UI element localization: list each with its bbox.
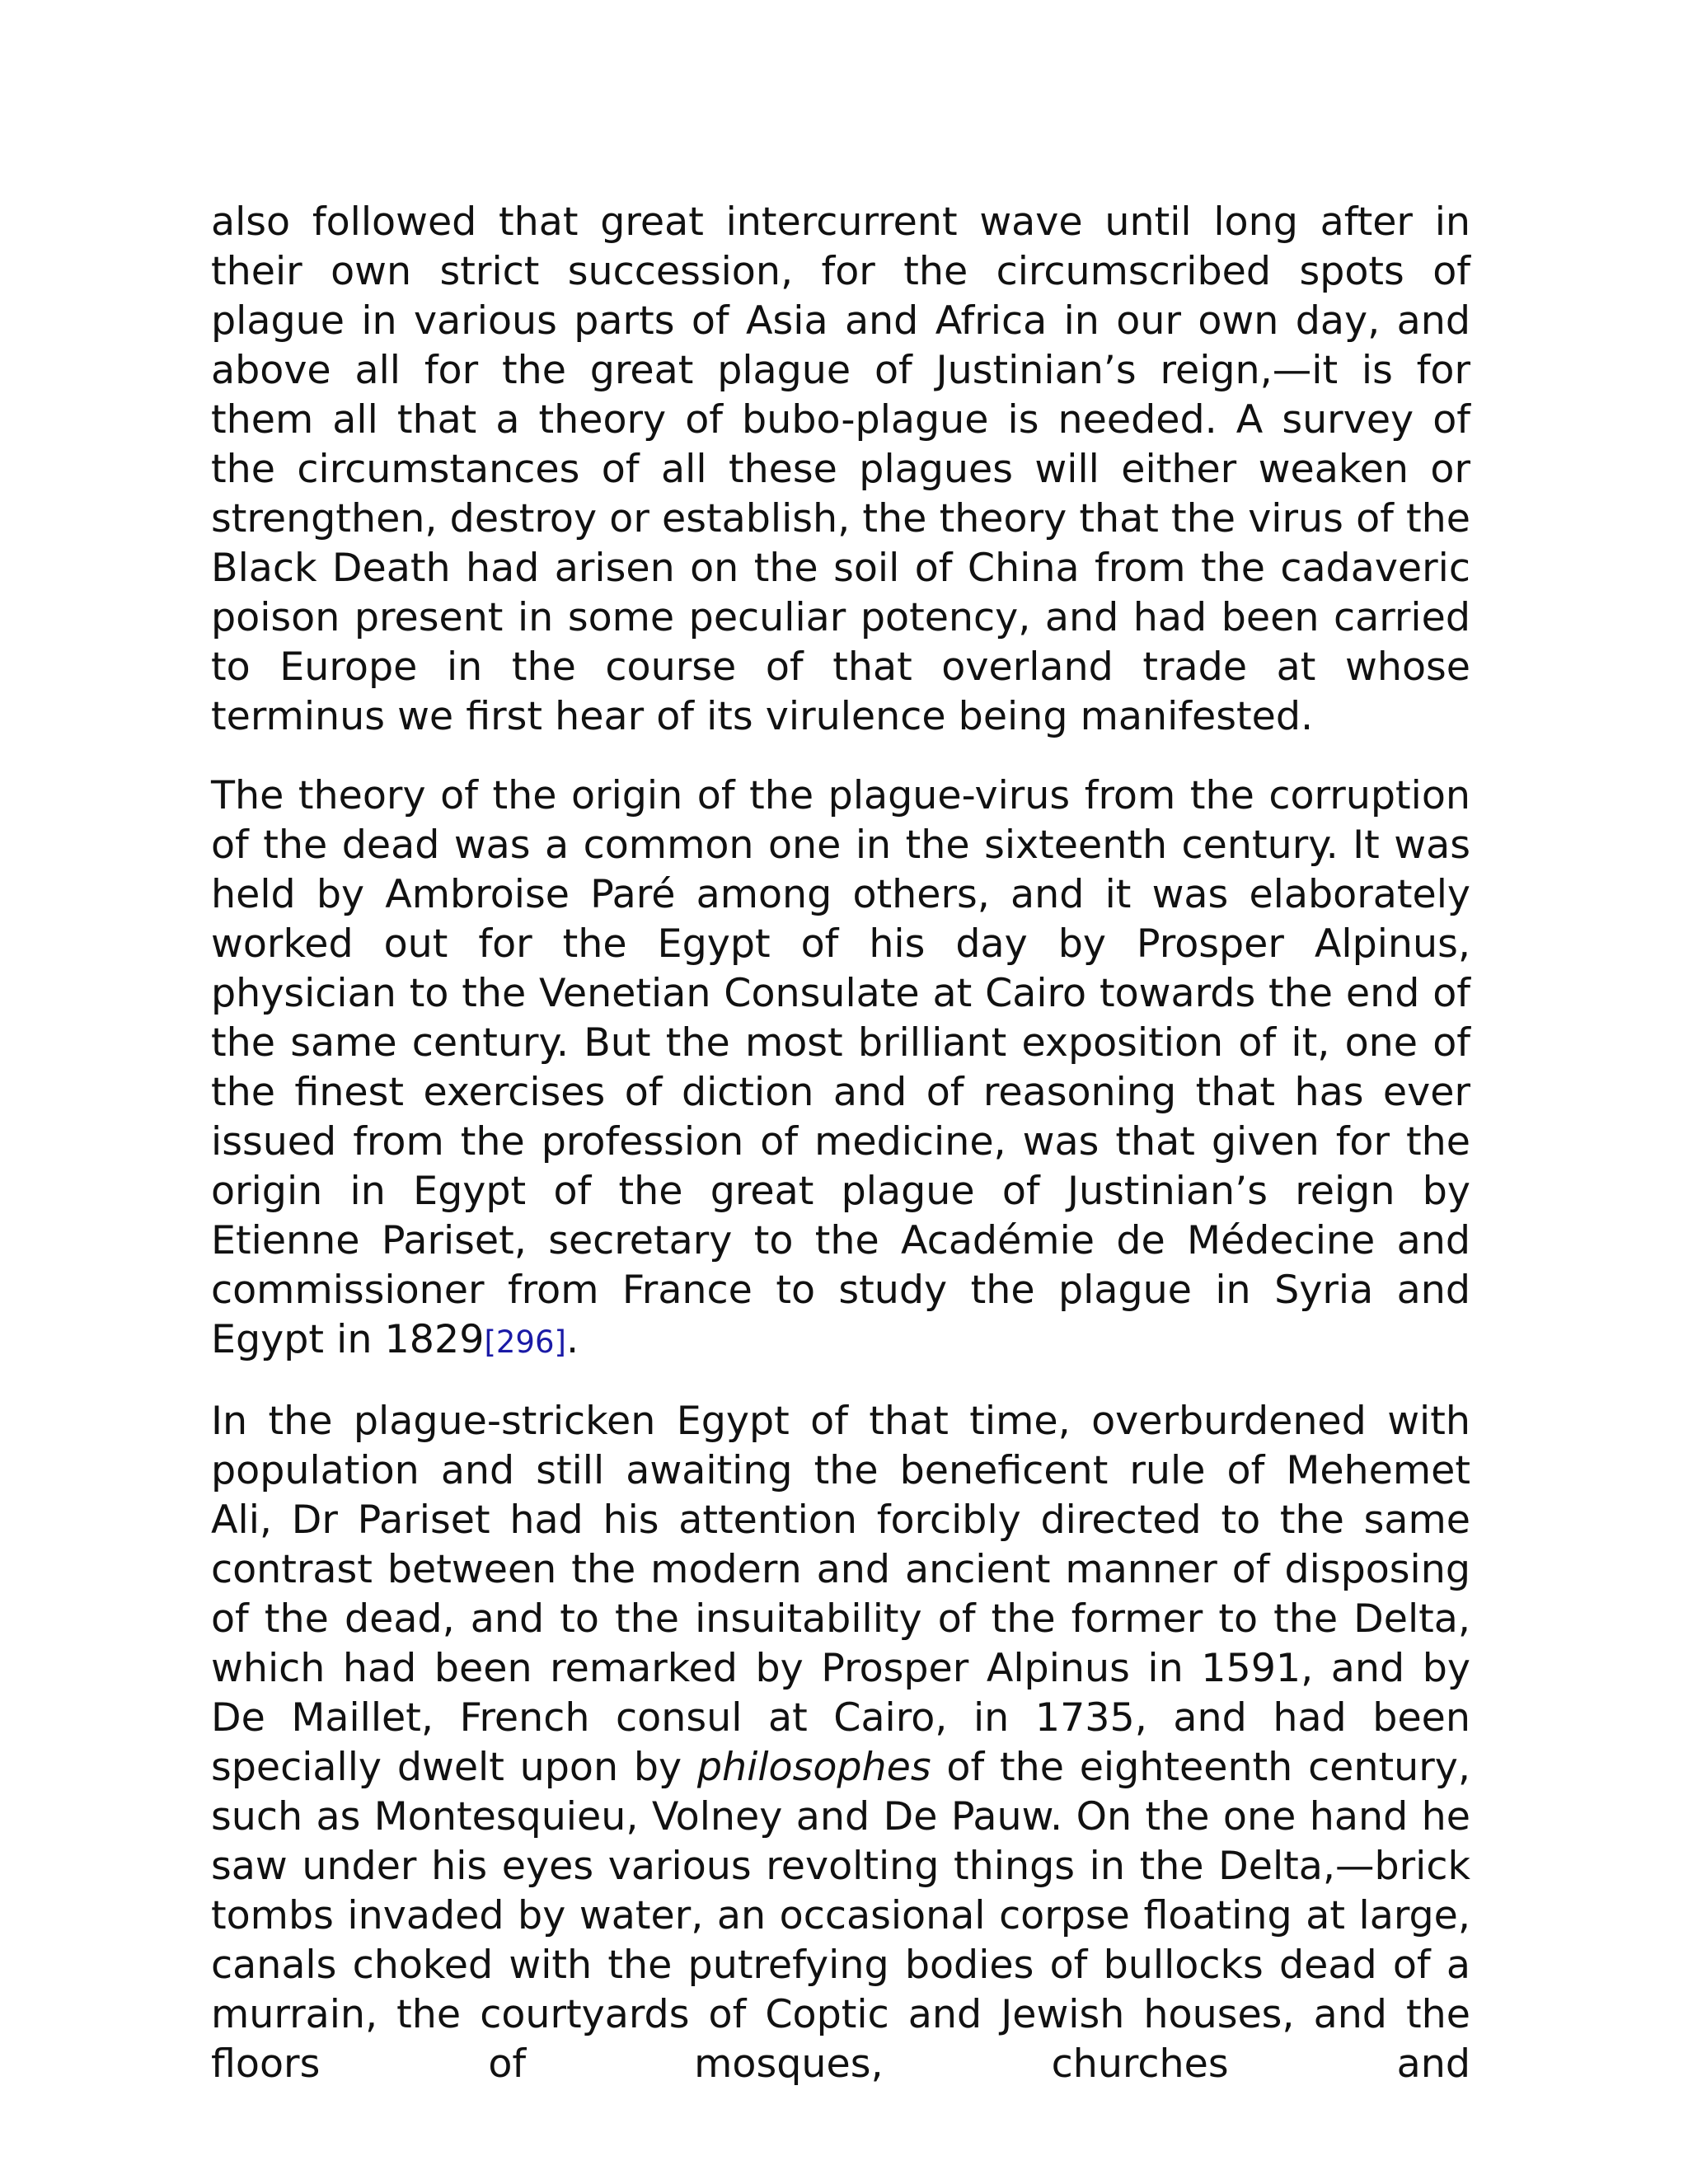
footnote-link-296[interactable]: [296] — [484, 1324, 566, 1360]
paragraph-text: The theory of the origin of the plague-virus from the corruption of the dead was a common one in the sixteenth century. It was held by Ambroise Paré among others, and it was elaborately worked out for the Egypt of his day by Prosper Alpinus, physician to the Venetian Consulate at Cairo towards the end of the same century. But the most brilliant exposition of it, one of the finest exercises of diction and of reasoning that has ever issued from the profession of medicine, was that given for the origin in Egypt of the great plague of Justinian’s reign by Etienne Pariset, secretary to the Académie de Médecine and commissioner from France to study the plague in Syria and Egypt in 1829 — [211, 773, 1470, 1362]
paragraph-text: In the plague-stricken Egypt of that time, overburdened with population and still awaiting the beneficent rule of Mehemet Ali, Dr Pariset had his attention forcibly directed to the same contrast between the modern and ancient manner of disposing of the dead, and to the insuitability of the former to the Delta, which had been remarked by Prosper Alpinus in 1591, and by De Maillet, French consul at Cairo, in 1735, and had been specially dwelt upon by — [211, 1399, 1470, 1790]
paragraph-text: also followed that great intercurrent wave until long after in their own strict succession, for the circumscribed spots of plague in various parts of Asia and Africa in our own day, and above all for the great plague of Justinian’s reign,—it is for them all that a theory of bubo-plague is needed. A survey of the circumstances of all these plagues will either weaken or strengthen, destroy or establish, the theory that the virus of the Black Death had arisen on the soil of China from the cadaveric poison present in some peculiar potency, and had been carried to Europe in the course of that overland trade at whose terminus we first hear of its virulence being manifested. — [211, 199, 1470, 739]
page-body — [211, 198, 1470, 2089]
paragraph-3 — [211, 1397, 1470, 2089]
paragraph-end-punctuation: . — [565, 1317, 579, 1362]
paragraph-2 — [211, 771, 1470, 1367]
italic-term: philosophes — [696, 1745, 931, 1790]
paragraph-1 — [211, 198, 1470, 742]
paragraph-text-continued: of the eighteenth century, such as Montesquieu, Volney and De Pauw. On the one hand he saw under his eyes various revolting things in the Delta,—brick tombs invaded by water, an occasional corpse floating at large, canals choked with the putrefying bodies of bullocks dead of a murrain, the courtyards of Coptic and Jewish houses, and the floors of mosques, churches and — [211, 1745, 1470, 2087]
